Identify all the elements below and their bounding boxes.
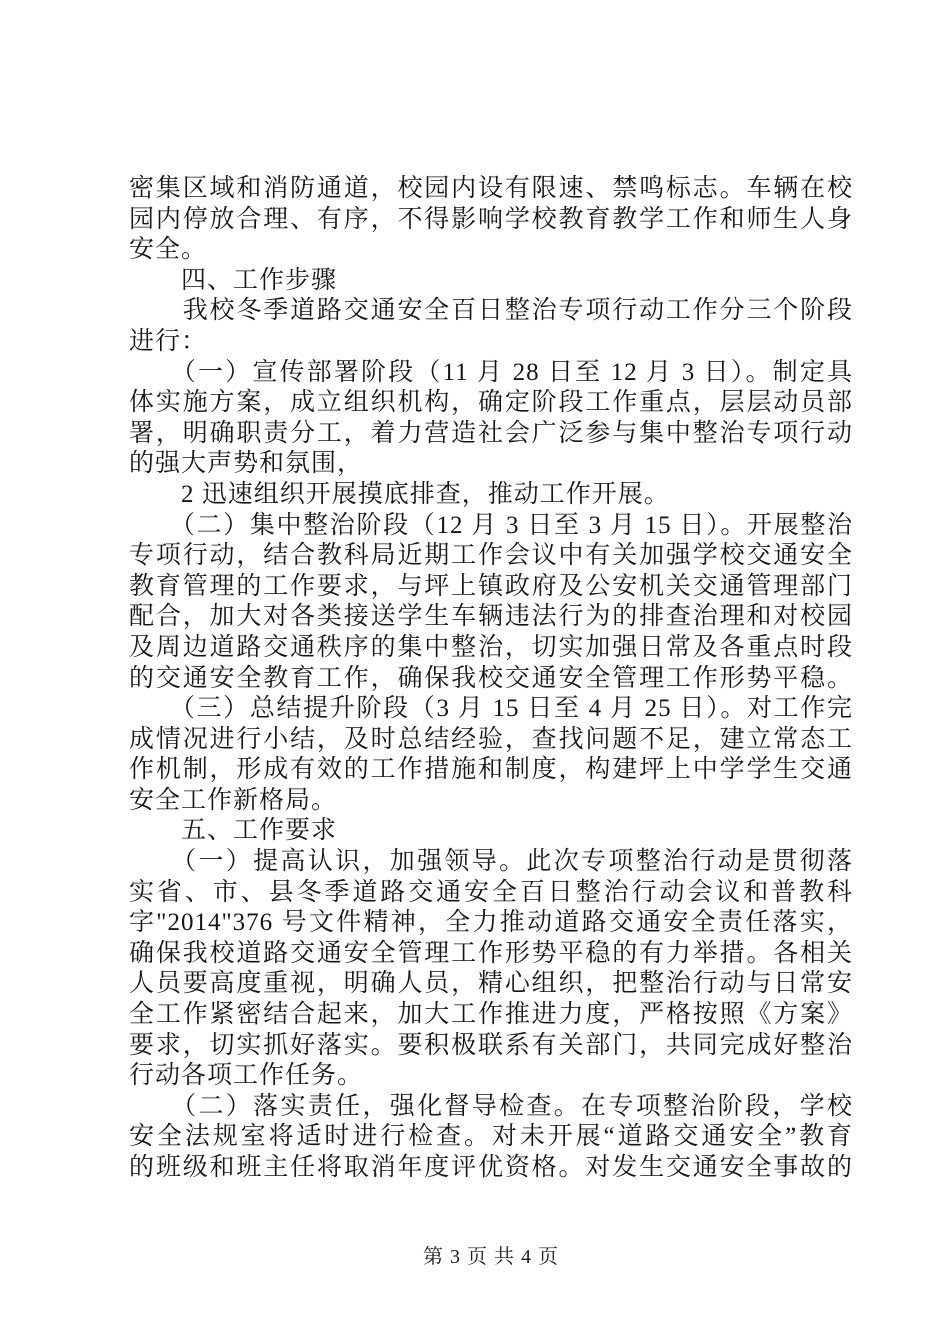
text-line: 的班级和班主任将取消年度评优资格。对发生交通安全事故的 bbox=[129, 1154, 853, 1181]
text-line: 全工作紧密结合起来，加大工作推进力度，严格按照《方案》 bbox=[129, 1001, 853, 1029]
text-line: 安全。 bbox=[129, 236, 208, 264]
text-line: 确保我校道路交通安全管理工作形势平稳的有力举措。各相关 bbox=[129, 939, 853, 967]
text-line: （二）集中整治阶段（12 月 3 日至 3 月 15 日）。开展整治 bbox=[129, 511, 853, 539]
text-line: 署，明确职责分工，着力营造社会广泛参与集中整治专项行动 bbox=[129, 419, 853, 447]
text-line: 实省、市、县冬季道路交通安全百日整治行动会议和普教科 bbox=[129, 878, 853, 906]
text-line: 人员要高度重视，明确人员，精心组织，把整治行动与日常安 bbox=[129, 970, 853, 998]
text-line: 的强大声势和氛围， bbox=[129, 450, 364, 478]
page-footer: 第 3 页 共 4 页 bbox=[423, 1246, 559, 1268]
text-line: 的交通安全教育工作，确保我校交通安全管理工作形势平稳。 bbox=[129, 664, 853, 692]
text-line: 密集区域和消防通道，校园内设有限速、禁鸣标志。车辆在校 bbox=[129, 175, 853, 202]
text-line: 字"2014"376 号文件精神，全力推动道路交通安全责任落实， bbox=[129, 909, 853, 937]
text-line: （一）宣传部署阶段（11 月 28 日至 12 月 3 日）。制定具 bbox=[129, 358, 853, 386]
text-line: 安全工作新格局。 bbox=[129, 786, 338, 814]
text-line: 行动各项工作任务。 bbox=[129, 1062, 364, 1090]
text-line: 安全法规室将适时进行检查。对未开展“道路交通安全”教育 bbox=[129, 1123, 853, 1151]
text-line: 配合，加大对各类接送学生车辆违法行为的排查治理和对校园 bbox=[129, 603, 853, 631]
text-line: 成情况进行小结，及时总结经验，查找问题不足，建立常态工 bbox=[129, 725, 853, 753]
text-line: 2 迅速组织开展摸底排查，推动工作开展。 bbox=[129, 480, 670, 508]
text-line: 要求，切实抓好落实。要积极联系有关部门，共同完成好整治 bbox=[129, 1031, 853, 1059]
text-line: 四、工作步骤 bbox=[129, 266, 338, 294]
text-line: 我校冬季道路交通安全百日整治专项行动工作分三个阶段 bbox=[129, 297, 853, 325]
text-line: 进行： bbox=[129, 327, 208, 355]
text-line: （一）提高认识，加强领导。此次专项整治行动是贯彻落 bbox=[129, 848, 853, 876]
text-line: 体实施方案，成立组织机构，确定阶段工作重点，层层动员部 bbox=[129, 389, 853, 417]
text-line: 五、工作要求 bbox=[129, 817, 338, 845]
text-line: 专项行动，结合教科局近期工作会议中有关加强学校交通安全 bbox=[129, 542, 853, 570]
text-line: （三）总结提升阶段（3 月 15 日至 4 月 25 日）。对工作完 bbox=[129, 695, 853, 723]
text-line: 及周边道路交通秩序的集中整治，切实加强日常及各重点时段 bbox=[129, 633, 853, 661]
text-line: （二）落实责任，强化督导检查。在专项整治阶段，学校 bbox=[129, 1092, 853, 1120]
text-line: 教育管理的工作要求，与坪上镇政府及公安机关交通管理部门 bbox=[129, 572, 853, 600]
text-line: 园内停放合理、有序，不得影响学校教育教学工作和师生人身 bbox=[129, 205, 853, 233]
text-line: 作机制，形成有效的工作措施和制度，构建坪上中学学生交通 bbox=[129, 756, 853, 784]
document-body bbox=[129, 174, 853, 1184]
